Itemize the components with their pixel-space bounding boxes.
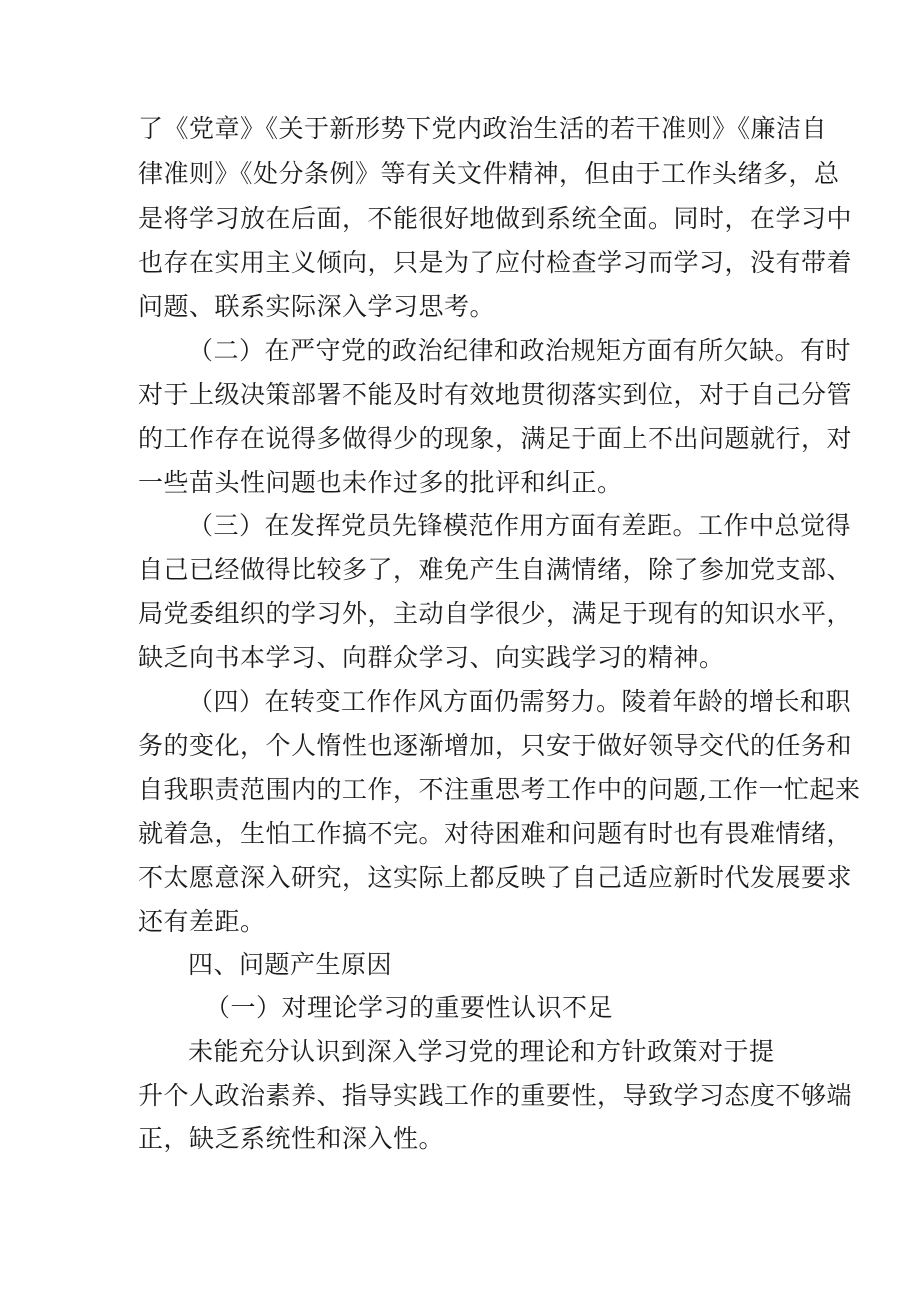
- text-line: 是将学习放在后面，不能很好地做到系统全面。同时，在学习中: [138, 204, 853, 233]
- paragraph-3-start: （三）在发挥党员先锋模范作用方面有差距。工作中总觉得: [188, 511, 852, 540]
- paragraph-4-start: （四）在转变工作作风方面仍需努力。陵着年龄的增长和职: [188, 687, 852, 716]
- text-line: 对于上级决策部署不能及时有效地贯彻落实到位，对于自己分管: [138, 380, 853, 409]
- text-line: 律准则》《处分条例》等有关文件精神，但由于工作头绪多，总: [138, 159, 840, 188]
- text-line: 局党委组织的学习外，主动自学很少，满足于现有的知识水平，: [138, 599, 853, 628]
- text-line: 自我职责范围内的工作，不注重思考工作中的问题,工作一忙起来: [138, 775, 861, 804]
- subsection-heading: （一）对理论学习的重要性认识不足: [205, 993, 614, 1022]
- text-line: 就着急，生怕工作搞不完。对待困难和问题有时也有畏难情绪，: [138, 819, 853, 848]
- text-line: 自己已经做得比较多了，难免产生自满情绪，除了参加党支部、: [138, 555, 853, 584]
- paragraph-2-start: （二）在严守党的政治纪律和政治规矩方面有所欠缺。有时: [188, 336, 852, 365]
- text-line: 正，缺乏系统性和深入性。: [138, 1124, 445, 1153]
- text-line: 还有差距。: [138, 907, 266, 936]
- paragraph-5-start: 未能充分认识到深入学习党的理论和方针政策对于提: [188, 1037, 775, 1066]
- section-heading: 四、问题产生原因: [188, 950, 393, 979]
- text-line: 务的变化，个人惰性也逐渐增加，只安于做好领导交代的任务和: [138, 731, 853, 760]
- text-line: 不太愿意深入研究，这实际上都反映了自己适应新时代发展要求: [138, 863, 853, 892]
- text-line: 升个人政治素养、指导实践工作的重要性，导致学习态度不够端: [138, 1081, 853, 1110]
- text-line: 也存在实用主义倾向，只是为了应付检查学习而学习，没有带着: [138, 248, 853, 277]
- text-line: 问题、联系实际深入学习思考。: [138, 292, 496, 321]
- text-line: 了《党章》《关于新形势下党内政治生活的若干准则》《廉洁自: [138, 114, 828, 143]
- text-line: 的工作存在说得多做得少的现象，满足于面上不出问题就行，对: [138, 424, 853, 453]
- text-line: 一些苗头性问题也未作过多的批评和纠正。: [138, 468, 623, 497]
- text-line: 缺乏向书本学习、向群众学习、向实践学习的精神。: [138, 643, 725, 672]
